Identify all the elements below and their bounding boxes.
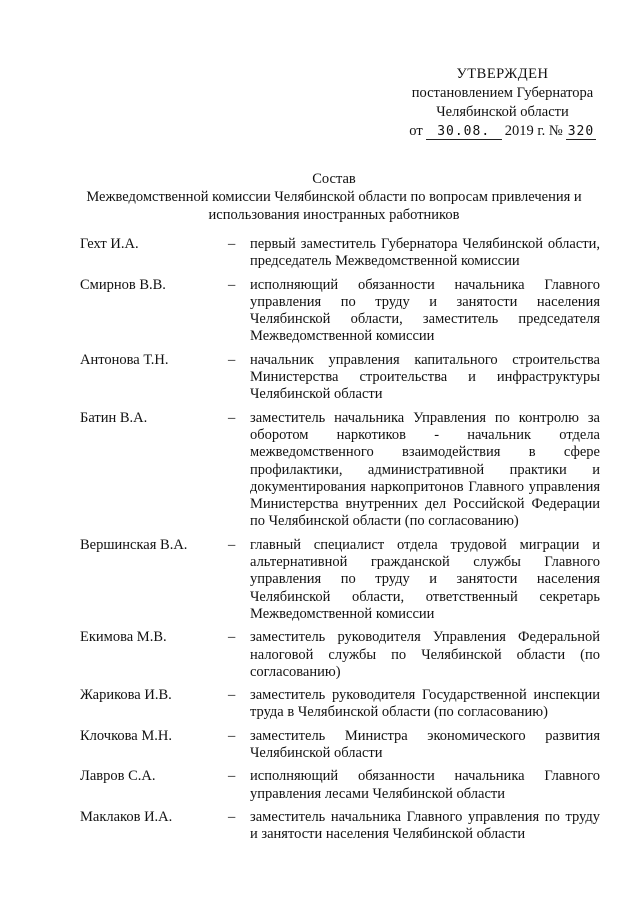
member-name: Антонова Т.Н. <box>80 351 169 368</box>
year-text: 2019 г. № <box>504 123 563 139</box>
member-row <box>80 352 600 404</box>
member-role: заместитель руководителя Государственной инспекции труда в Челябинской области (по согласованию) <box>250 687 600 721</box>
member-name: Батин В.А. <box>80 409 148 426</box>
approval-title: УТВЕРЖДЕН <box>456 66 549 82</box>
member-role: заместитель начальника Главного управления по труду и занятости населения Челябинской области <box>250 808 600 843</box>
member-row <box>80 687 600 722</box>
member-role: заместитель Министра экономического развития Челябинской области <box>250 727 600 762</box>
member-name: Вершинская В.А. <box>80 536 188 553</box>
member-name: Маклаков И.А. <box>80 808 173 825</box>
member-name: Гехт И.А. <box>80 236 139 252</box>
member-name: Клочкова М.Н. <box>80 727 172 744</box>
member-row <box>80 809 600 844</box>
member-dash: – <box>228 236 236 252</box>
member-dash: – <box>228 687 236 704</box>
member-row <box>80 768 600 803</box>
member-dash: – <box>228 351 236 368</box>
member-row <box>80 728 600 763</box>
heading-title: Состав <box>312 171 356 187</box>
member-role: исполняющий обязанности начальника Главного управления по труду и занятости населения Челябинской области, заместитель председателя Межведомственной комиссии <box>250 276 600 345</box>
member-role: первый заместитель Губернатора Челябинской области, председатель Межведомственной комиссии <box>250 236 600 270</box>
member-dash: – <box>228 808 236 825</box>
member-role: заместитель руководителя Управления Федеральной налоговой службы по Челябинской области (по согласованию) <box>250 629 600 680</box>
member-dash: – <box>228 727 236 744</box>
member-name: Екимова М.В. <box>80 629 167 646</box>
member-role: начальник управления капитального строительства Министерства строительства и инфраструктуры Челябинской области <box>250 351 600 403</box>
handwritten-date: 30.08. <box>426 124 502 140</box>
member-role: заместитель начальника Управления по контролю за оборотом наркотиков - начальник отдела межведомственного взаимодействия в сфере профилактики, административной практики и документирования наркопритонов Главного управления Министерства внутренних дел Российской Федерации по Челябинской области (по согласованию) <box>250 409 600 530</box>
date-prefix: от <box>409 123 423 139</box>
document-heading <box>60 170 608 224</box>
members-list <box>80 236 600 850</box>
member-name: Смирнов В.В. <box>80 276 166 293</box>
approval-line-2: Челябинской области <box>436 104 569 120</box>
heading-body: Межведомственной комиссии Челябинской области по вопросам привлечения и использования иностранных работников <box>86 189 582 223</box>
member-role: исполняющий обязанности начальника Главного управления лесами Челябинской области <box>250 768 600 802</box>
member-dash: – <box>228 768 236 785</box>
member-dash: – <box>228 629 236 646</box>
handwritten-number: 320 <box>567 124 595 139</box>
member-dash: – <box>228 536 236 553</box>
member-role: главный специалист отдела трудовой миграции и альтернативной гражданской службы Главного управления по труду и занятости населения Челябинской области, ответственный секретарь Межведомственной комиссии <box>250 536 600 622</box>
approval-stamp <box>400 65 605 141</box>
member-dash: – <box>228 409 236 426</box>
member-row <box>80 629 600 681</box>
member-name: Жарикова И.В. <box>80 687 172 704</box>
approval-date-line <box>400 122 605 141</box>
member-row <box>80 537 600 623</box>
member-dash: – <box>228 276 236 293</box>
member-row <box>80 236 600 271</box>
member-name: Лавров С.А. <box>80 768 156 785</box>
member-row <box>80 410 600 531</box>
approval-line-1: постановлением Губернатора <box>411 85 594 101</box>
member-row <box>80 277 600 346</box>
